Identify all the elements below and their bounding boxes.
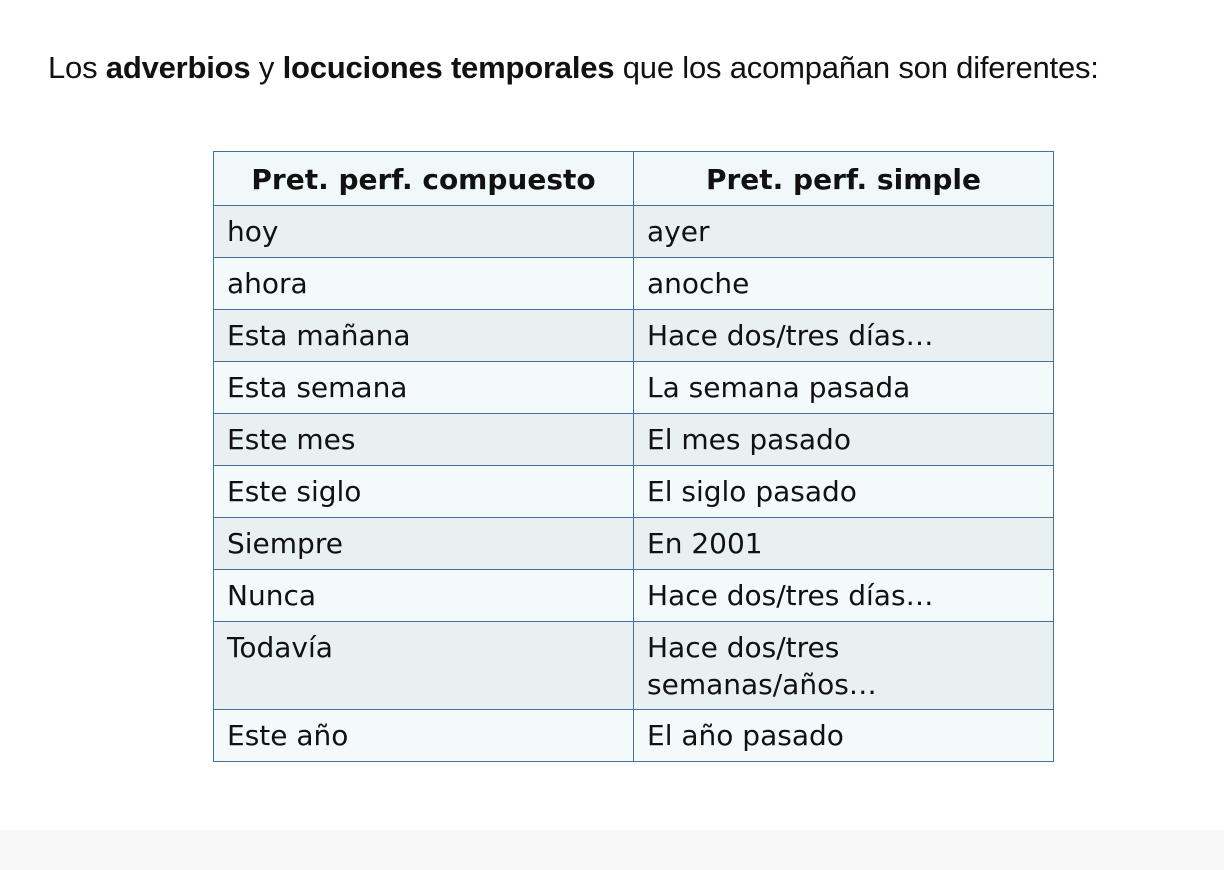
table-row [214,414,1054,466]
table-header-row [214,152,1054,206]
intro-bold-adverbios: adverbios [105,50,251,85]
cell-simple: El año pasado [634,710,1054,762]
cell-simple: Hace dos/tres días… [634,310,1054,362]
cell-compuesto: Nunca [214,570,634,622]
cell-compuesto: Este año [214,710,634,762]
intro-bold-locuciones: locuciones temporales [282,50,615,85]
cell-compuesto: Este mes [214,414,634,466]
cell-compuesto: Siempre [214,518,634,570]
bottom-shade [0,830,1224,870]
cell-compuesto: Esta semana [214,362,634,414]
cell-simple: El siglo pasado [634,466,1054,518]
cell-compuesto: Esta mañana [214,310,634,362]
table-row [214,518,1054,570]
adverbs-table [213,151,1054,762]
intro-sentence [48,48,1099,88]
table-row [214,570,1054,622]
cell-simple: El mes pasado [634,414,1054,466]
header-compuesto: Pret. perf. compuesto [214,152,634,206]
cell-simple: anoche [634,258,1054,310]
table-row [214,362,1054,414]
header-simple: Pret. perf. simple [634,152,1054,206]
table-row [214,310,1054,362]
table-row [214,710,1054,762]
cell-simple: Hace dos/tres semanas/años… [634,622,1054,710]
cell-compuesto: Todavía [214,622,634,710]
intro-text-3: que los acompañan son diferentes: [614,50,1099,85]
table-row [214,206,1054,258]
cell-simple: La semana pasada [634,362,1054,414]
table-row [214,622,1054,710]
cell-simple: En 2001 [634,518,1054,570]
cell-compuesto: ahora [214,258,634,310]
intro-text-2: y [250,50,283,85]
table-row [214,258,1054,310]
cell-compuesto: hoy [214,206,634,258]
intro-text-1: Los [48,50,106,85]
cell-simple: Hace dos/tres días… [634,570,1054,622]
table-row [214,466,1054,518]
cell-simple: ayer [634,206,1054,258]
cell-compuesto: Este siglo [214,466,634,518]
